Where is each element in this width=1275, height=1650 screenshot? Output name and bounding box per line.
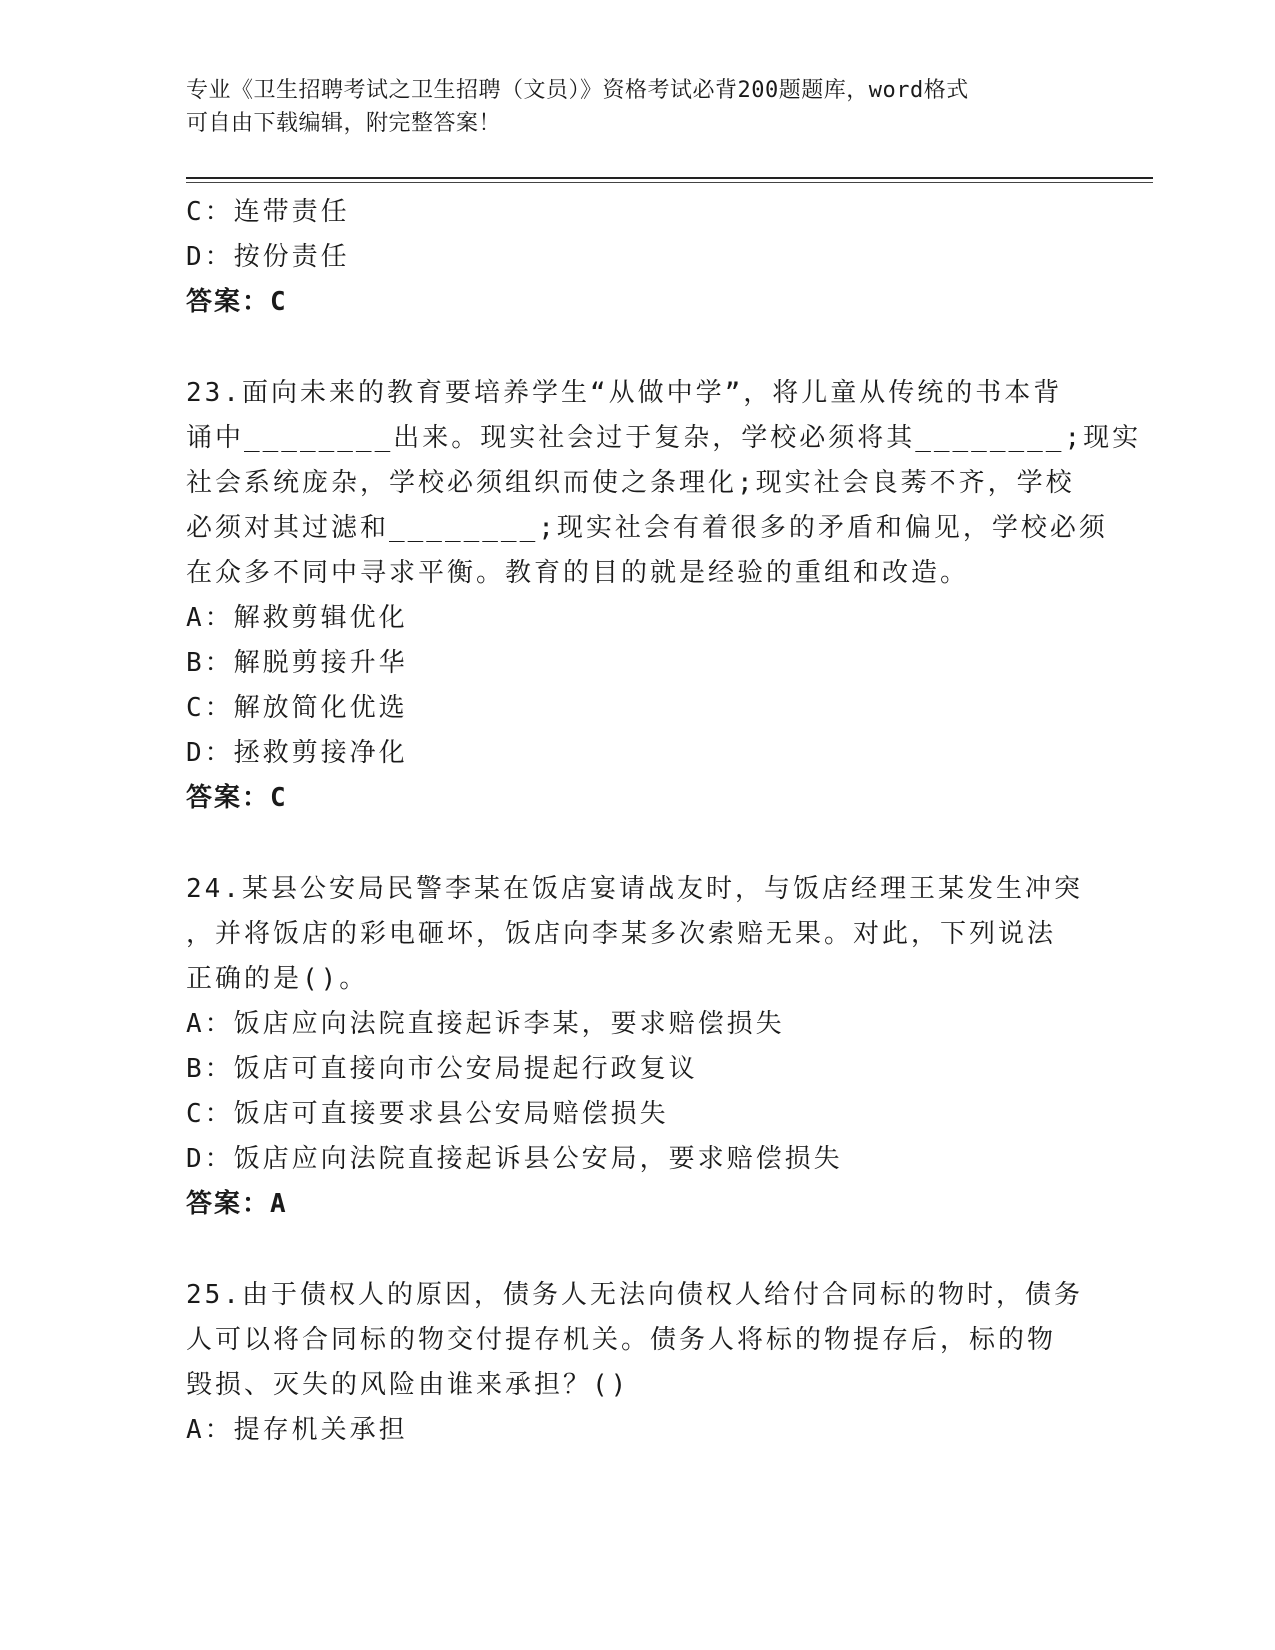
option-a: A：饭店应向法院直接起诉李某，要求赔偿损失 [186, 1009, 785, 1039]
option-a: A：提存机关承担 [186, 1415, 408, 1445]
question-stem-line: 23.面向未来的教育要培养学生“从做中学”，将儿童从传统的书本背 [186, 378, 1063, 408]
option-d: D：按份责任 [186, 242, 350, 272]
question-stem-line: ，并将饭店的彩电砸坏，饭店向李某多次索赔无果。对此，下列说法 [186, 919, 1057, 949]
question-25 [186, 1273, 1086, 1453]
answer-line: 答案：A [186, 1189, 288, 1219]
option-a: A：解救剪辑优化 [186, 603, 408, 633]
question-22 [186, 190, 1086, 325]
question-stem-line: 必须对其过滤和________;现实社会有着很多的矛盾和偏见，学校必须 [186, 513, 1108, 543]
option-c: C：连带责任 [186, 197, 350, 227]
question-stem-line: 正确的是()。 [186, 964, 369, 994]
spacer [186, 325, 1086, 371]
header-line-1: 专业《卫生招聘考试之卫生招聘（文员）》资格考试必背200题题库，word格式 [186, 78, 969, 103]
question-stem-line: 25.由于债权人的原因，债务人无法向债权人给付合同标的物时，债务 [186, 1280, 1083, 1310]
spacer [186, 821, 1086, 867]
question-content [186, 190, 1142, 1453]
document-header [186, 74, 1086, 140]
header-line-2: 可自由下载编辑，附完整答案！ [186, 111, 502, 136]
spacer [186, 1227, 1086, 1273]
option-b: B：饭店可直接向市公安局提起行政复议 [186, 1054, 698, 1084]
option-d: D：拯救剪接净化 [186, 738, 408, 768]
question-stem-line: 在众多不同中寻求平衡。教育的目的就是经验的重组和改造。 [186, 558, 970, 588]
question-stem-line: 社会系统庞杂，学校必须组织而使之条理化;现实社会良莠不齐，学校 [186, 468, 1075, 498]
option-c: C：解放简化优选 [186, 693, 408, 723]
question-24 [186, 867, 1086, 1227]
option-c: C：饭店可直接要求县公安局赔偿损失 [186, 1099, 669, 1129]
question-23 [186, 371, 1142, 821]
option-d: D：饭店应向法院直接起诉县公安局，要求赔偿损失 [186, 1144, 843, 1174]
answer-line: 答案：C [186, 287, 288, 317]
header-rule-thin [186, 182, 1153, 183]
question-stem-line: 毁损、灭失的风险由谁来承担？() [186, 1370, 630, 1400]
header-rule-thick [186, 177, 1153, 179]
option-b: B：解脱剪接升华 [186, 648, 408, 678]
question-stem-line: 24.某县公安局民警李某在饭店宴请战友时，与饭店经理王某发生冲突 [186, 874, 1083, 904]
question-stem-line: 诵中________出来。现实社会过于复杂，学校必须将其________;现实 [186, 423, 1142, 453]
question-stem-line: 人可以将合同标的物交付提存机关。债务人将标的物提存后，标的物 [186, 1325, 1057, 1355]
answer-line: 答案：C [186, 783, 288, 813]
